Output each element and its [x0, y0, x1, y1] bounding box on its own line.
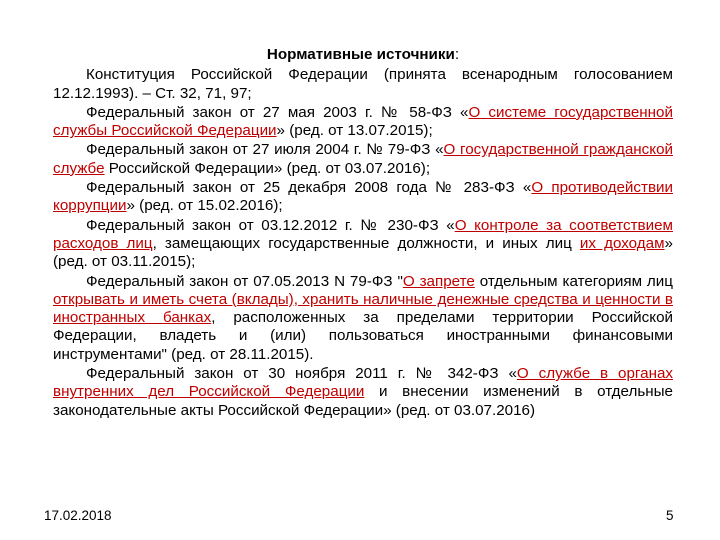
sources-list	[53, 66, 673, 420]
paragraph-text: Федеральный закон от 03.12.2012 г. № 230-ФЗ «	[86, 216, 455, 234]
paragraph-text: Федеральный закон от 25 декабря 2008 года № 283-ФЗ «	[86, 179, 532, 197]
document-link[interactable]: О системе государственной службы Российской Федерации	[53, 103, 673, 140]
paragraph-text: » (ред. от 03.11.2015);	[53, 234, 673, 271]
paragraph-text: Федеральный закон от 27 мая 2003 г. № 58-ФЗ «	[86, 103, 469, 121]
paragraph-text: » (ред. от 15.02.2016);	[126, 197, 283, 215]
source-paragraph	[53, 217, 673, 272]
footer-date: 17.02.2018	[44, 508, 112, 523]
source-paragraph	[53, 365, 673, 420]
source-paragraph	[53, 179, 673, 216]
paragraph-text: Российской Федерации» (ред. от 03.07.2016);	[104, 159, 431, 177]
document-link[interactable]: открывать и иметь счета (вклады), хранить наличные денежные средства и ценности в иностранных банках	[53, 290, 673, 327]
paragraph-text: отдельным категориям лиц	[474, 272, 673, 290]
paragraph-text: , расположенных за пределами территории Российской Федерации, владеть и (или) пользоваться иностранными финансовыми инструментами" (ред. от 28.11.2015).	[53, 309, 673, 363]
document-link[interactable]: О противодействии коррупции	[53, 179, 673, 215]
paragraph-text: , замещающих государственные должности, и иных лиц	[152, 234, 580, 252]
heading-colon: :	[454, 46, 460, 63]
document-link[interactable]: О контроле за соответствием расходов лиц	[53, 216, 673, 252]
document-link[interactable]: их доходам	[579, 234, 665, 252]
page-number: 5	[666, 508, 674, 523]
document-link[interactable]: О государственной гражданской службе	[53, 141, 673, 177]
paragraph-text: и внесении изменений в отдельные законодательные акты Российской Федерации» (ред. от 03.07.2016)	[53, 383, 673, 419]
slide-heading	[53, 46, 673, 64]
paragraph-text: Федеральный закон от 07.05.2013 N 79-ФЗ "	[86, 272, 403, 290]
document-link[interactable]: О службе в органах внутренних дел Российской Федерации	[53, 365, 674, 401]
heading-title: Нормативные источники	[266, 46, 455, 63]
slide-content	[53, 46, 673, 421]
document-link[interactable]: О запрете	[402, 272, 475, 290]
paragraph-text: Конституция Российской Федерации (принята всенародным голосованием 12.12.1993). – Ст. 32, 71, 97;	[53, 66, 673, 102]
source-paragraph	[53, 141, 673, 178]
source-paragraph	[53, 273, 673, 364]
paragraph-text: » (ред. от 13.07.2015);	[276, 122, 433, 140]
paragraph-text: Федеральный закон от 30 ноября 2011 г. № 342-ФЗ «	[86, 365, 517, 383]
source-paragraph	[53, 104, 673, 141]
source-paragraph	[53, 66, 673, 103]
paragraph-text: Федеральный закон от 27 июля 2004 г. № 79-ФЗ «	[86, 141, 444, 159]
